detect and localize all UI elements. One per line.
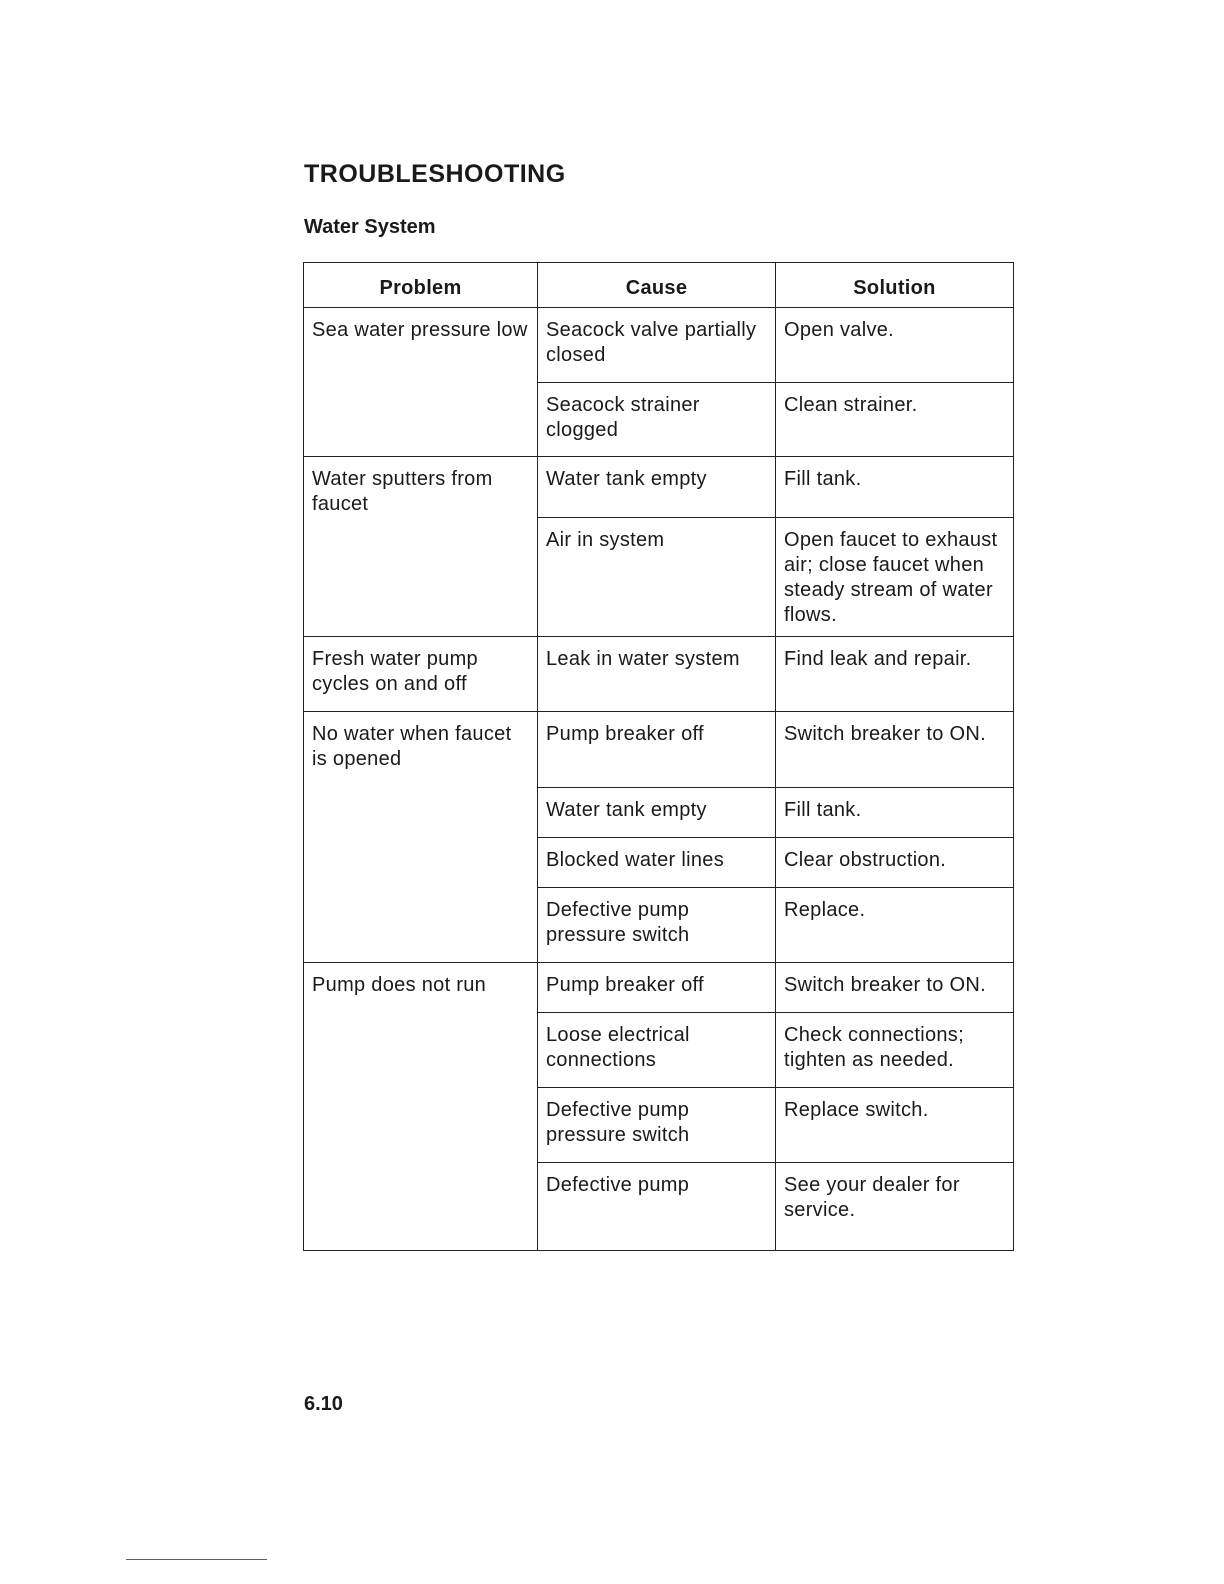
problem-cell: Sea water pressure low	[304, 308, 538, 457]
table-row	[304, 712, 1014, 788]
problem-cell: Pump does not run	[304, 963, 538, 1251]
problem-cell: Fresh water pump cycles on and off	[304, 637, 538, 712]
problem-cell: Water sputters from faucet	[304, 457, 538, 637]
table-row	[304, 457, 1014, 518]
header-problem: Problem	[304, 263, 538, 308]
table-row	[304, 637, 1014, 712]
page-title: TROUBLESHOOTING	[304, 160, 566, 188]
header-cause: Cause	[538, 263, 776, 308]
table-row	[304, 963, 1014, 1013]
solution-cell: Switch breaker to ON.	[776, 963, 1014, 1013]
solution-cell: Switch breaker to ON.	[776, 712, 1014, 788]
solution-cell: Fill tank.	[776, 457, 1014, 518]
solution-cell: Clear obstruction.	[776, 838, 1014, 888]
table-row	[304, 308, 1014, 383]
cause-cell: Seacock valve partially closed	[538, 308, 776, 383]
cause-cell: Water tank empty	[538, 457, 776, 518]
solution-cell: Open faucet to exhaust air; close faucet when steady stream of water flows.	[776, 518, 1014, 637]
solution-cell: See your dealer for service.	[776, 1163, 1014, 1251]
cause-cell: Leak in water system	[538, 637, 776, 712]
problem-cell: No water when faucet is opened	[304, 712, 538, 963]
footer-divider	[126, 1559, 267, 1560]
cause-cell: Pump breaker off	[538, 963, 776, 1013]
cause-cell: Defective pump pressure switch	[538, 1088, 776, 1163]
solution-cell: Replace switch.	[776, 1088, 1014, 1163]
table-header-row	[304, 263, 1014, 308]
page-number: 6.10	[304, 1393, 343, 1415]
header-solution: Solution	[776, 263, 1014, 308]
cause-cell: Loose electrical connections	[538, 1013, 776, 1088]
solution-cell: Check connections; tighten as needed.	[776, 1013, 1014, 1088]
cause-cell: Defective pump	[538, 1163, 776, 1251]
cause-cell: Air in system	[538, 518, 776, 637]
troubleshooting-table	[303, 262, 1014, 1251]
cause-cell: Defective pump pressure switch	[538, 888, 776, 963]
cause-cell: Pump breaker off	[538, 712, 776, 788]
cause-cell: Water tank empty	[538, 788, 776, 838]
cause-cell: Seacock strainer clogged	[538, 383, 776, 457]
solution-cell: Find leak and repair.	[776, 637, 1014, 712]
section-subtitle: Water System	[304, 216, 436, 238]
solution-cell: Fill tank.	[776, 788, 1014, 838]
solution-cell: Clean strainer.	[776, 383, 1014, 457]
solution-cell: Replace.	[776, 888, 1014, 963]
cause-cell: Blocked water lines	[538, 838, 776, 888]
solution-cell: Open valve.	[776, 308, 1014, 383]
